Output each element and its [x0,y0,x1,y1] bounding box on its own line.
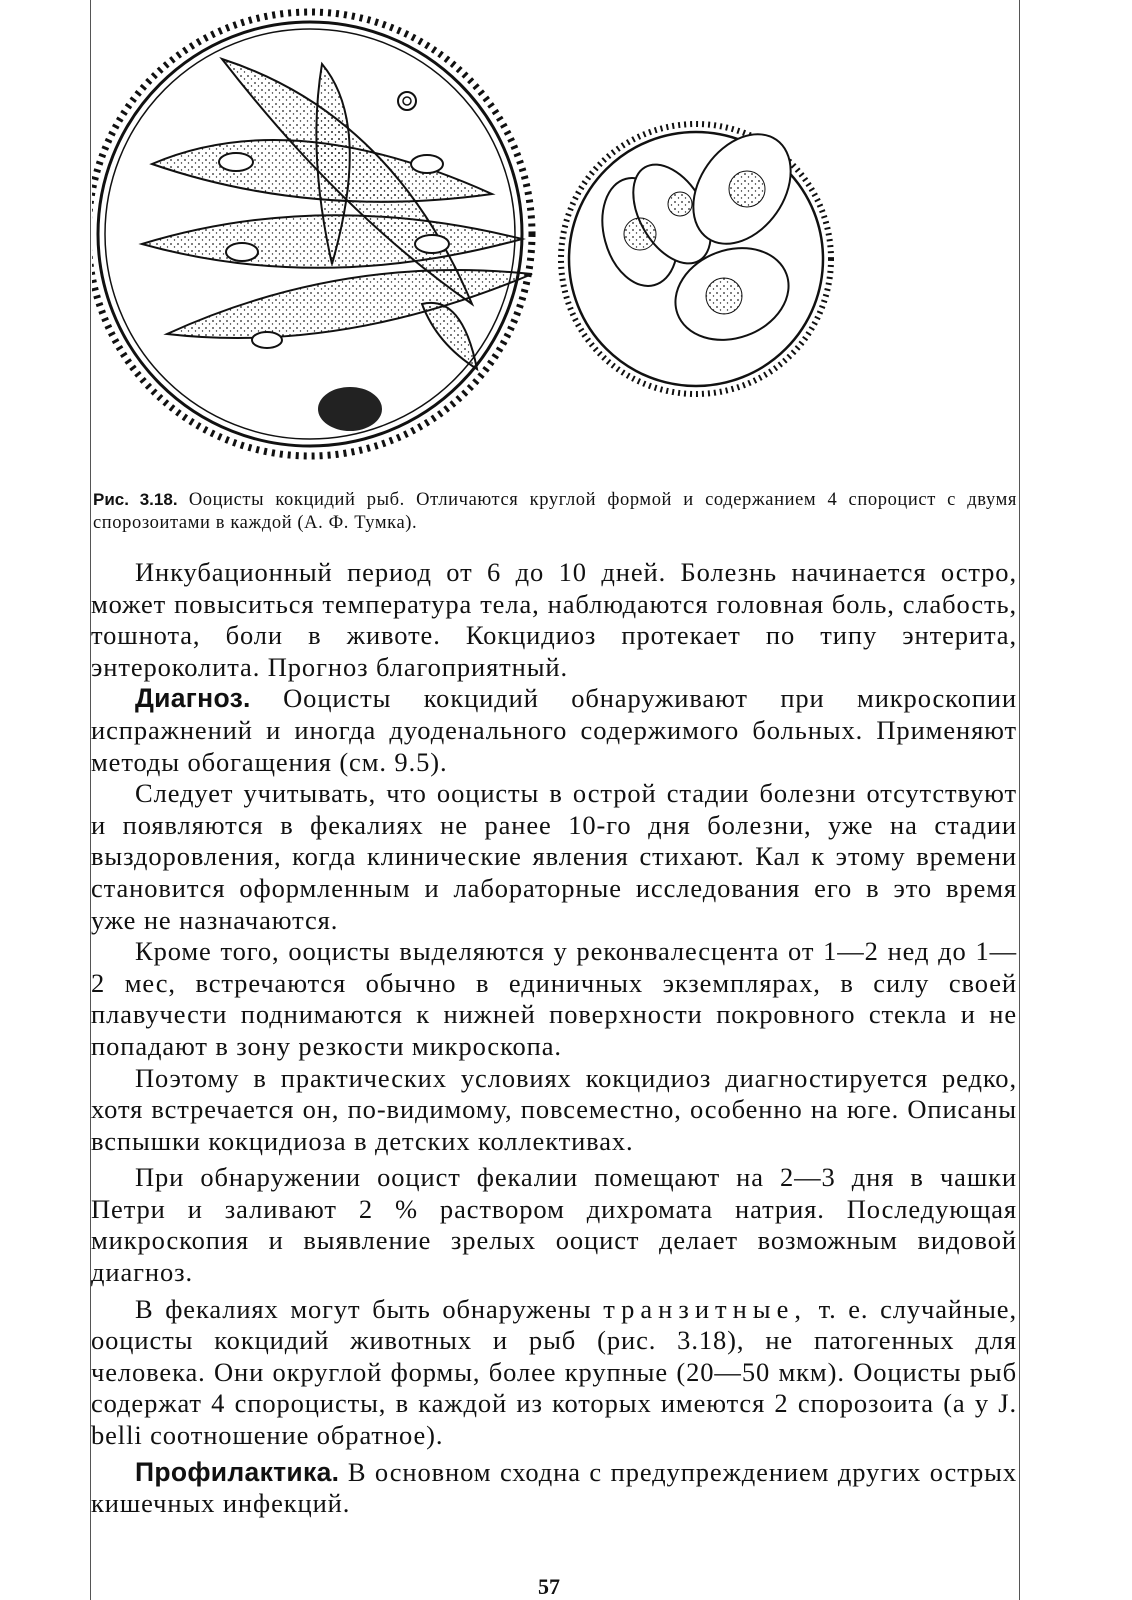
transit-term: транзитные, [603,1293,807,1324]
transit-text-a: В фекалиях могут быть обнаружены [135,1293,592,1324]
paragraph-convalescent: Кроме того, ооцисты выделяются у реконвалесцента от 1—2 нед до 1—2 мес, встречаются обычно в единичных экземплярах, в силу своей плавучести поднимаются к нижней поверхности покровного стекла и не попадают в зону резкости микроскопа. [91,936,1017,1061]
large-oocyst-drawing [92,12,532,456]
figure-caption-label: Рис. 3.18. [93,490,178,509]
paragraph-prevention [91,1457,1017,1520]
prevention-heading: Профилактика. [135,1456,340,1487]
page-number: 57 [538,1574,560,1599]
figure-caption-text: Ооцисты кокцидий рыб. Отличаются круглой формой и содержанием 4 спороцист с двумя спорозоитами в каждой (А. Ф. Тумка). [93,490,1017,533]
diagnosis-heading: Диагноз. [135,683,251,714]
figure-caption [93,488,1017,535]
paragraph-practical-conditions: Поэтому в практических условиях кокцидиоз диагностируется редко, хотя встречается он, по-видимому, повсеместно, особенно на юге. Описаны вспышки кокцидиоза в детских коллективах. [91,1062,1017,1156]
paragraph-diagnosis [91,683,1017,778]
paragraph-petri-method: При обнаружении ооцист фекалии помещают на 2—3 дня в чашки Петри и заливают 2 % раствором дихромата натрия. Последующая микроскопия и выявление зрелых ооцист делает возможным видовой диагноз. [91,1162,1017,1288]
body-text [91,557,1017,1520]
diagnosis-text: Ооцисты кокцидий обнаруживают при микроскопии испражнений и иногда дуоденального содержимого больных. Применяют методы обогащения (см. 9.5). [91,683,1017,777]
paragraph-transit-oocysts [91,1294,1017,1452]
small-oocyst-drawing [561,116,831,394]
transit-text-b: т. е. случайные, ооцисты кокцидий животных и рыб (рис. 3.18), не патогенных для человека. Они округлой формы, более крупные (20—50 мкм). Ооцисты рыб содержат 4 спороцисты, в каждой из которых имеются 2 спорозоита (а у J. belli соотношение обратное). [91,1293,1017,1451]
paragraph-oocyst-timing: Следует учитывать, что ооцисты в острой стадии болезни отсутствуют и появляются в фекалиях не ранее 10-го дня болезни, уже на стадии выздоровления, когда клинические явления стихают. Кал к этому времени становится оформленным и лабораторные исследования его в это время уже не назначаются. [91,778,1017,935]
paragraph-incubation: Инкубационный период от 6 до 10 дней. Болезнь начинается остро, может повыситься температура тела, наблюдаются головная боль, слабость, тошнота, боли в животе. Кокцидиоз протекает по типу энтерита, энтероколита. Прогноз благоприятный. [91,557,1017,682]
oocyst-illustration [92,4,1018,474]
prevention-text: В основном сходна с предупреждением других острых кишечных инфекций. [91,1456,1017,1519]
